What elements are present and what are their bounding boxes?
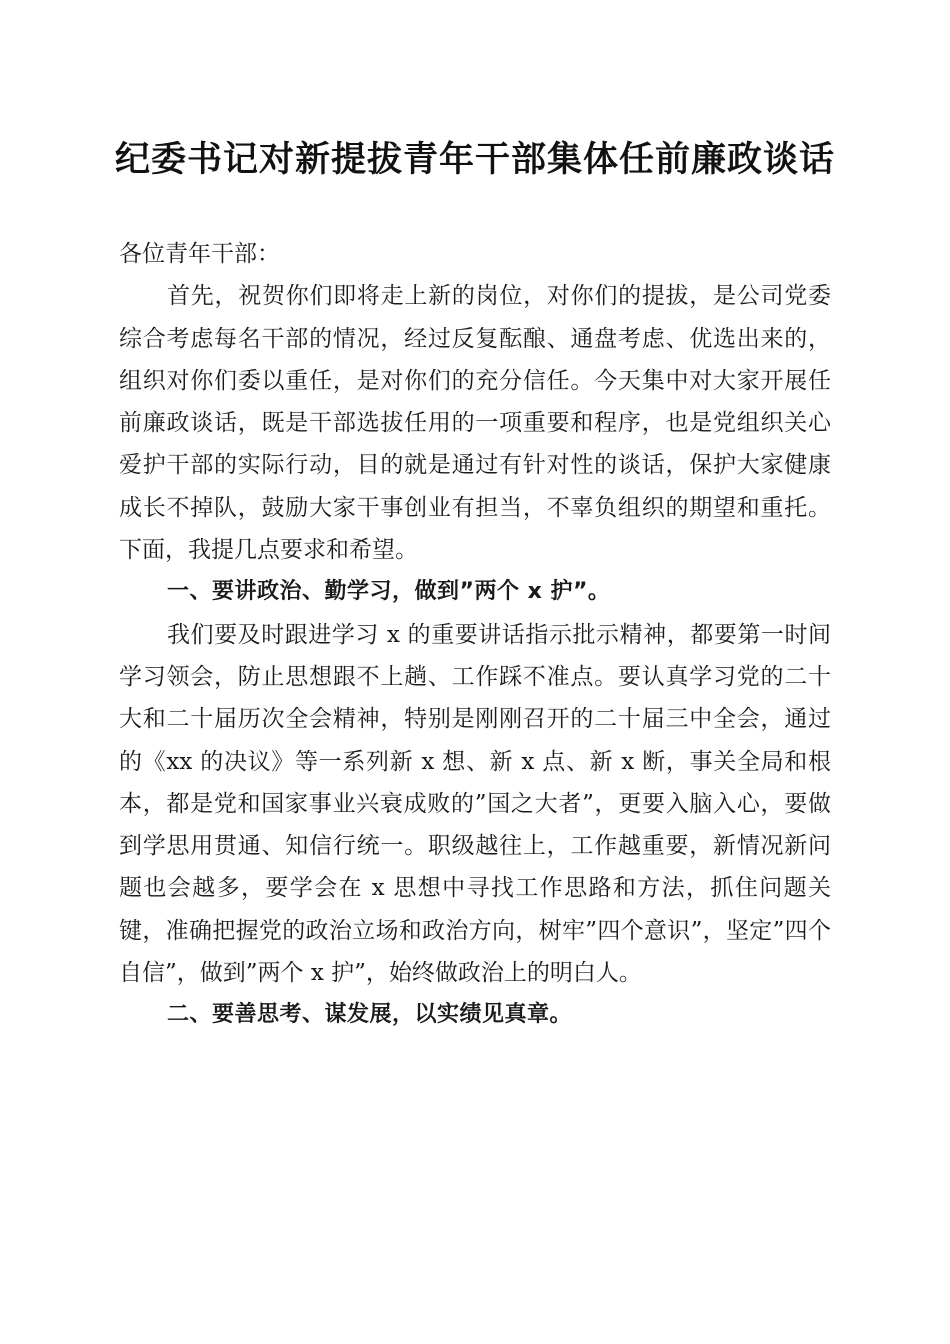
section-heading-1: 一、要讲政治、勤学习，做到”两个 x 护”。 <box>167 579 611 605</box>
document-title: 纪委书记对新提拔青年干部集体任前廉政谈话 <box>114 139 835 180</box>
paragraph-section-1: 我们要及时跟进学习 x 的重要讲话指示批示精神，都要第一时间学习领会，防止思想跟不上趟、工作踩不准点。要认真学习党的二十大和二十届历次全会精神，特别是刚刚召开的二十届三中全会，通过的《xx 的决议》等一系列新 x 想、新 x 点、新 x 断，事关全局和根本，都是党和国家事业兴衰成败的”国之大者”，更要入脑入心，要做到学思用贯通、知信行统一。职级越往上，工作越重要，新情况新问题也会越多，要学会在 x 思想中寻找工作思路和方法，抓住问题关键，准确把握党的政治立场和政治方向，树牢”四个意识”，坚定”四个自信”，做到”两个 x 护”，始终做政治上的明白人。 <box>119 621 831 987</box>
salutation: 各位青年干部： <box>119 241 280 267</box>
section-heading-2: 二、要善思考、谋发展，以实绩见真章。 <box>167 1002 573 1028</box>
document-body <box>119 233 831 1037</box>
paragraph-intro: 首先，祝贺你们即将走上新的岗位，对你们的提拔，是公司党委综合考虑每名干部的情况，经过反复酝酿、通盘考虑、优选出来的，组织对你们委以重任，是对你们的充分信任。今天集中对大家开展任前廉政谈话，既是干部选拔任用的一项重要和程序，也是党组织关心爱护干部的实际行动，目的就是通过有针对性的谈话，保护大家健康成长不掉队，鼓励大家干事创业有担当，不辜负组织的期望和重托。下面，我提几点要求和希望。 <box>119 283 831 564</box>
